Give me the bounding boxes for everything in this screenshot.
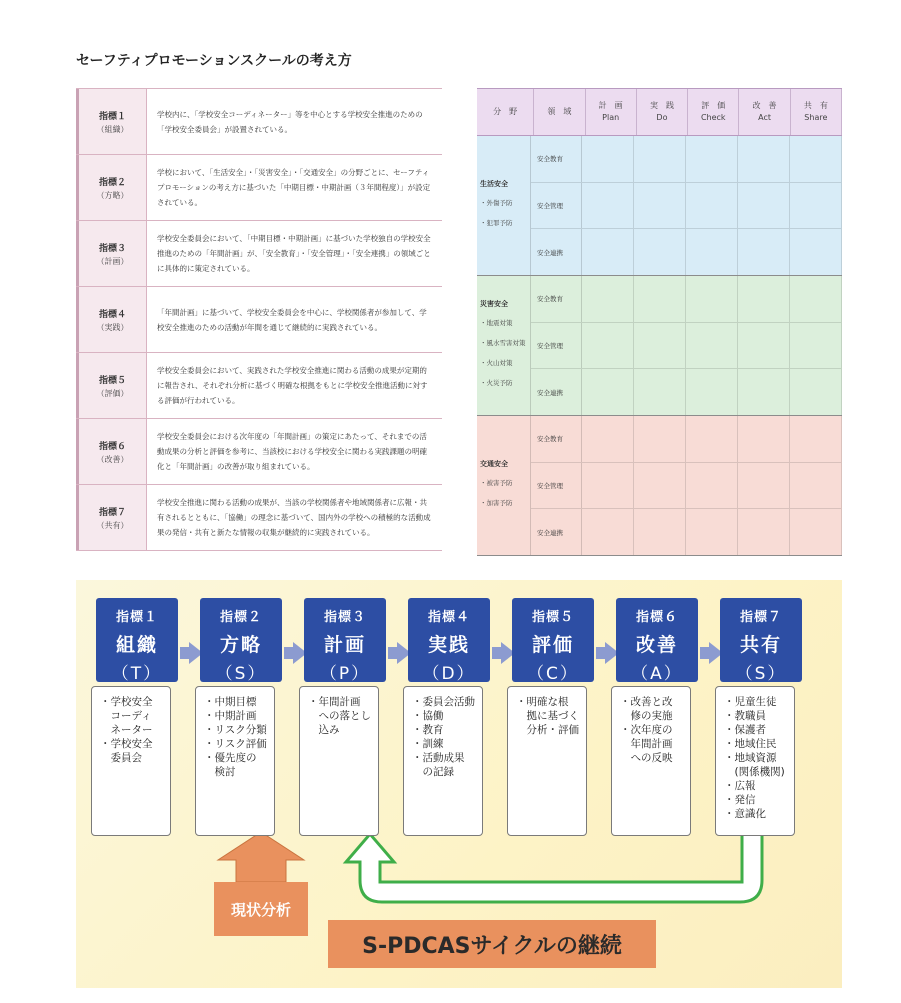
matrix-cell (738, 229, 790, 275)
indicator-sub: （組織） (96, 124, 129, 134)
indicator-sub: （方略） (96, 190, 129, 200)
matrix-group-name (477, 416, 531, 555)
loop-arrow (346, 832, 762, 902)
cycle-step-item: ネーター (100, 724, 153, 736)
indicator-name: 指標２ (98, 177, 126, 188)
matrix-cell (738, 416, 790, 462)
indicator-row (76, 419, 442, 485)
matrix-row (531, 509, 842, 555)
matrix-cell (686, 183, 738, 229)
matrix-cell (790, 183, 842, 229)
matrix-cell (686, 463, 738, 509)
cycle-step-header (304, 598, 386, 682)
matrix-group (477, 136, 842, 276)
indicator-row (76, 89, 442, 155)
indicator-text: 学校内に、「学校安全コーディネーター」等を中心とする学校安全推進のための「学校安全委員会」が設置されている。 (146, 89, 442, 154)
matrix-area: 安全管理 (531, 463, 582, 509)
cycle-step (408, 598, 490, 778)
matrix-group-name (477, 276, 531, 415)
cycle-step-item: ・訓練 (412, 738, 444, 750)
matrix-cell (790, 229, 842, 275)
phase-en: Plan (602, 113, 620, 122)
analysis-up-arrow (218, 832, 304, 882)
cycle-step-name: 共有 (739, 634, 782, 656)
cycle-step-item: 込み (308, 724, 340, 736)
cycle-step-item: ・活動成果 (412, 752, 465, 764)
cycle-step-item: ・改善と改 (620, 696, 673, 708)
matrix-head-phase (637, 89, 688, 135)
matrix-group-title: 災害安全 (480, 299, 508, 308)
cycle-step (200, 598, 282, 778)
cycle-step-item: ・協働 (412, 710, 444, 722)
cycle-step-index: 指標７ (739, 610, 782, 625)
cycle-step-item: ・保護者 (724, 724, 766, 736)
cycle-step-name: 評価 (531, 634, 574, 656)
matrix-group-item: ・火災予防 (480, 378, 513, 387)
matrix-cell (634, 183, 686, 229)
matrix-cell (790, 136, 842, 182)
matrix-head-phase (739, 89, 790, 135)
matrix-cell (790, 463, 842, 509)
safety-matrix (477, 88, 842, 554)
matrix-cell (582, 136, 634, 182)
indicator-row (76, 485, 442, 551)
indicator-label (76, 353, 146, 418)
matrix-group-title: 交通安全 (480, 459, 508, 468)
matrix-head-phase (586, 89, 637, 135)
indicator-text: 学校安全推進に関わる活動の成果が、当該の学校関係者や地域関係者に広報・共有されるとともに、「協働」の理念に基づいて、国内外の学校への積極的な活動成果の発信・共有と新たな情報の収集が継続的に実践されている。 (146, 485, 442, 550)
cycle-step-item: ・リスク分類 (204, 724, 267, 736)
cycle-step-item: 検討 (204, 766, 236, 778)
phase-jp: 評 価 (701, 101, 726, 110)
spdcas-cycle-diagram (76, 580, 842, 988)
matrix-cell (634, 229, 686, 275)
cycle-step-item: ・地域資源 (724, 752, 777, 764)
indicator-text: 学校安全委員会において、「中期目標・中期計画」に基づいた学校独自の学校安全推進のための「年間計画」が、「安全教育」・「安全管理」・「安全連携」の領域ごとに具体的に策定されている。 (146, 221, 442, 286)
cycle-step-item: ・学校安全 (100, 738, 153, 750)
cycle-step-item: 年間計画 (620, 738, 673, 750)
matrix-group-name (477, 136, 531, 275)
phase-en: Share (804, 113, 828, 122)
indicator-text: 学校安全委員会において、実践された学校安全推進に関わる活動の成果が定期的に報告され、それぞれ分析に基づく明確な根拠をもとに学校安全推進活動に対する評価が行われている。 (146, 353, 442, 418)
cycle-step-item: ・優先度の (204, 752, 257, 764)
matrix-cell (634, 369, 686, 415)
cycle-step-code: （P） (319, 664, 371, 684)
matrix-cell (634, 276, 686, 322)
matrix-head-area: 領 域 (534, 89, 585, 135)
matrix-cell (634, 323, 686, 369)
indicator-text: 学校において、「生活安全」・「災害安全」・「交通安全」の分野ごとに、セーフティプロモーションの考え方に基づいた「中期目標・中期計画（３年間程度）」が設定されている。 (146, 155, 442, 220)
cycle-step-item: ・発信 (724, 794, 756, 806)
indicator-name: 指標５ (98, 375, 126, 386)
cycle-step-header (408, 598, 490, 682)
cycle-step-item: (関係機関) (724, 766, 785, 778)
cycle-step-name: 組織 (115, 634, 158, 656)
cycle-step-item: ・リスク評価 (204, 738, 267, 750)
cycle-step (96, 598, 178, 764)
cycle-step-item: ・教育 (412, 724, 444, 736)
cycle-label: S-PDCASサイクルの継続 (328, 920, 656, 968)
indicator-label (76, 485, 146, 550)
matrix-group-item: ・加害予防 (480, 498, 513, 507)
cycle-step-item: 委員会 (100, 752, 142, 764)
cycle-step-item: ・児童生徒 (724, 696, 777, 708)
matrix-cell (634, 509, 686, 555)
matrix-cell (686, 136, 738, 182)
cycle-step-item: コーディ (100, 710, 152, 722)
indicator-name: 指標３ (98, 243, 126, 254)
matrix-cell (790, 416, 842, 462)
cycle-step-name: 改善 (635, 634, 678, 656)
phase-jp: 改 善 (752, 101, 777, 110)
cycle-step-item: ・広報 (724, 780, 756, 792)
cycle-step-index: 指標１ (115, 610, 158, 625)
matrix-cell (738, 463, 790, 509)
matrix-cell (686, 369, 738, 415)
cycle-step (512, 598, 594, 736)
matrix-group-item: ・地震対策 (480, 318, 513, 327)
matrix-area: 安全教育 (531, 136, 582, 182)
cycle-step-item: ・中期計画 (204, 710, 257, 722)
cycle-step-item: ・明確な根 (516, 696, 569, 708)
matrix-row (531, 416, 842, 463)
matrix-row (531, 369, 842, 415)
indicator-name: 指標７ (98, 507, 126, 518)
phase-en: Check (700, 113, 726, 122)
cycle-step-box (507, 686, 587, 836)
cycle-step-box (195, 686, 275, 836)
cycle-step-item: ・年間計画 (308, 696, 361, 708)
cycle-step-index: 指標６ (635, 610, 678, 625)
cycle-step-item: 修の実施 (620, 710, 673, 722)
cycle-step-code: （D） (422, 664, 476, 684)
cycle-step (304, 598, 386, 736)
indicator-name: 指標４ (98, 309, 126, 320)
cycle-step-name: 方略 (219, 634, 262, 656)
cycle-step (720, 598, 802, 820)
indicator-label (76, 89, 146, 154)
indicator-text: 学校安全委員会における次年度の「年間計画」の策定にあたって、それまでの活動成果の分析と評価を参考に、当該校における学校安全に関わる実践課題の明確化と「年間計画」の改善が取り組まれている。 (146, 419, 442, 484)
cycle-step-item: 分析・評価 (516, 724, 579, 736)
matrix-group (477, 276, 842, 416)
indicator-sub: （評価） (96, 388, 129, 398)
matrix-cell (790, 323, 842, 369)
indicator-label (76, 221, 146, 286)
matrix-cell (738, 183, 790, 229)
indicator-label (76, 287, 146, 352)
matrix-cell (582, 463, 634, 509)
cycle-step-item: ・委員会活動 (412, 696, 475, 708)
cycle-step-code: （S） (215, 664, 267, 684)
cycle-step-item: への反映 (620, 752, 673, 764)
matrix-head-phase (688, 89, 739, 135)
cycle-step-index: 指標５ (531, 610, 574, 625)
matrix-cell (582, 509, 634, 555)
matrix-cell (738, 136, 790, 182)
phase-jp: 実 践 (649, 101, 674, 110)
cycle-step-box (299, 686, 379, 836)
matrix-group (477, 416, 842, 556)
cycle-step-index: 指標２ (219, 610, 262, 625)
matrix-group-item: ・外傷予防 (480, 198, 513, 207)
matrix-cell (738, 369, 790, 415)
matrix-cell (790, 276, 842, 322)
matrix-cell (634, 463, 686, 509)
matrix-cell (738, 276, 790, 322)
matrix-cell (582, 183, 634, 229)
matrix-group-item: ・風水雪害対策 (480, 338, 526, 347)
matrix-cell (582, 323, 634, 369)
indicator-sub: （共有） (96, 520, 129, 530)
cycle-step-box (403, 686, 483, 836)
matrix-group-title: 生活安全 (480, 179, 508, 188)
matrix-cell (582, 229, 634, 275)
indicator-name: 指標６ (98, 441, 126, 452)
matrix-cell (738, 509, 790, 555)
phase-jp: 計 画 (598, 101, 623, 110)
matrix-cell (634, 136, 686, 182)
matrix-cell (738, 323, 790, 369)
matrix-cell (686, 509, 738, 555)
cycle-step-box (715, 686, 795, 836)
matrix-cell (582, 369, 634, 415)
matrix-row (531, 229, 842, 275)
cycle-step-header (720, 598, 802, 682)
matrix-row (531, 276, 842, 323)
matrix-cell (634, 416, 686, 462)
cycle-step-box (91, 686, 171, 836)
analysis-label: 現状分析 (214, 882, 308, 936)
matrix-group-item: ・犯罪予防 (480, 218, 513, 227)
matrix-head-field: 分 野 (477, 89, 534, 135)
indicator-text: 「年間計画」に基づいて、学校安全委員会を中心に、学校関係者が参加して、学校安全推進のための活動が年間を通じて継続的に実践されている。 (146, 287, 442, 352)
indicator-row (76, 353, 442, 419)
matrix-area: 安全連携 (531, 369, 582, 415)
matrix-cell (790, 509, 842, 555)
matrix-cell (686, 323, 738, 369)
cycle-step (616, 598, 698, 764)
matrix-body (477, 136, 842, 556)
indicator-sub: （実践） (96, 322, 129, 332)
cycle-step-code: （C） (527, 664, 579, 684)
indicator-row (76, 287, 442, 353)
cycle-step-item: ・学校安全 (100, 696, 153, 708)
cycle-step-item: ・意識化 (724, 808, 766, 820)
cycle-step-header (616, 598, 698, 682)
matrix-header (477, 88, 842, 136)
cycle-step-name: 実践 (427, 634, 470, 656)
matrix-area: 安全連携 (531, 509, 582, 555)
cycle-step-item: の記録 (412, 766, 454, 778)
matrix-cell (686, 416, 738, 462)
matrix-head-phase (791, 89, 842, 135)
matrix-area: 安全管理 (531, 183, 582, 229)
indicator-table (76, 88, 442, 551)
matrix-row (531, 183, 842, 230)
cycle-step-item: ・地域住民 (724, 738, 777, 750)
cycle-step-item: 拠に基づく (516, 710, 579, 722)
cycle-step-header (96, 598, 178, 682)
cycle-step-box (611, 686, 691, 836)
cycle-step-code: （A） (631, 664, 683, 684)
indicator-label (76, 419, 146, 484)
matrix-row (531, 136, 842, 183)
matrix-row (531, 463, 842, 510)
matrix-area: 安全管理 (531, 323, 582, 369)
indicator-sub: （計画） (96, 256, 129, 266)
cycle-step-item: への落とし (308, 710, 371, 722)
matrix-cell (686, 276, 738, 322)
cycle-step-index: 指標３ (323, 610, 366, 625)
cycle-step-header (512, 598, 594, 682)
indicator-row (76, 221, 442, 287)
cycle-step-name: 計画 (323, 634, 366, 656)
matrix-row (531, 323, 842, 370)
indicator-sub: （改善） (96, 454, 129, 464)
matrix-area: 安全教育 (531, 416, 582, 462)
cycle-step-index: 指標４ (427, 610, 470, 625)
phase-en: Do (656, 113, 668, 122)
indicator-label (76, 155, 146, 220)
matrix-area: 安全教育 (531, 276, 582, 322)
page-title: セーフティプロモーションスクールの考え方 (76, 53, 352, 69)
phase-en: Act (758, 113, 771, 122)
cycle-step-header (200, 598, 282, 682)
indicator-name: 指標１ (98, 111, 126, 122)
matrix-cell (582, 416, 634, 462)
matrix-group-item: ・被害予防 (480, 478, 513, 487)
cycle-step-item: ・中期目標 (204, 696, 257, 708)
cycle-step-code: （S） (735, 664, 787, 684)
matrix-area: 安全連携 (531, 229, 582, 275)
cycle-step-code: （T） (111, 664, 163, 684)
matrix-cell (686, 229, 738, 275)
matrix-cell (790, 369, 842, 415)
indicator-row (76, 155, 442, 221)
cycle-step-item: ・教職員 (724, 710, 766, 722)
phase-jp: 共 有 (803, 101, 828, 110)
cycle-step-item: ・次年度の (620, 724, 673, 736)
matrix-group-item: ・火山対策 (480, 358, 513, 367)
matrix-cell (582, 276, 634, 322)
